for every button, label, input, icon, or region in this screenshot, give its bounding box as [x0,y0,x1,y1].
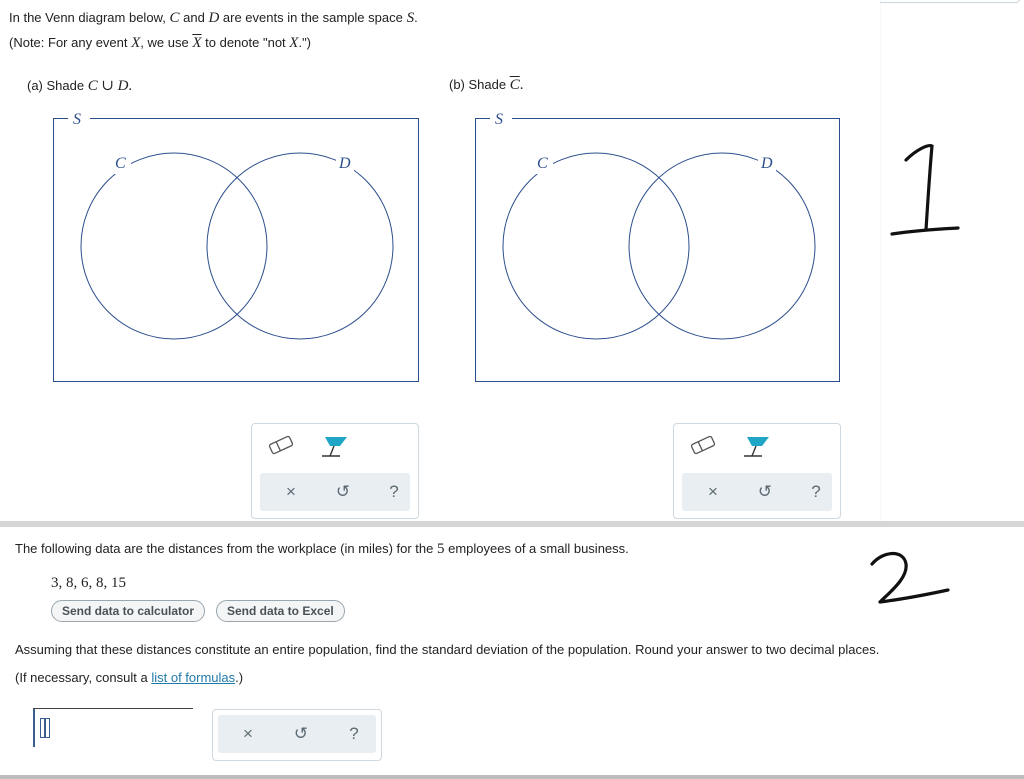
bottom-bar [0,775,1024,779]
venn-b-svg[interactable] [475,108,841,383]
intro-text-2: are events in the sample space [222,10,403,25]
problem-2-intro-text-2: employees of a small business. [448,541,629,556]
eraser-icon[interactable] [688,433,718,457]
undo-button[interactable]: ↺ [293,724,309,743]
event-c: C [169,10,180,26]
fill-bucket-icon[interactable] [742,432,774,460]
event-d: D [208,10,220,26]
intro-end: . [414,10,418,25]
part-b-end: . [519,77,524,93]
problem-2-question: Assuming that these distances constitute an entire population, find the standard deviation of the population. Round your answer to two decimal places. [15,642,880,657]
toolbox-a-actions [260,473,410,511]
eraser-icon[interactable] [266,433,296,457]
venn-b-circle-d[interactable] [629,153,815,339]
problem-divider [0,521,1024,527]
problem-2-intro-text: The following data are the distances from the workplace (in miles) for the [15,541,434,556]
sample-space-s: S [406,10,415,26]
help-button[interactable]: ? [811,482,821,501]
employee-count: 5 [437,541,445,557]
help-button[interactable]: ? [389,482,399,501]
clear-button[interactable]: × [708,482,718,501]
venn-a-d-label: D [339,155,351,172]
part-b-label [449,77,523,94]
part-a-text: (a) Shade [27,78,85,93]
handwritten-number-2 [862,546,957,616]
note-text-3: to denote "not [205,35,286,50]
handwritten-number-1 [888,138,968,243]
text-cursor-icon [40,718,50,738]
venn-a-circle-d[interactable] [207,153,393,339]
part-a-label [27,76,132,95]
toolbox-a [251,423,419,519]
answer-input-top-border [33,708,193,709]
undo-button[interactable]: ↺ [335,482,351,501]
venn-a-svg[interactable] [53,108,419,383]
data-values: 3, 8, 6, 8, 15 [51,575,126,591]
venn-b-d-label: D [761,155,773,172]
part-a-c: C [87,78,98,94]
toolbox-b-actions [682,473,832,511]
part-b-text: (b) Shade [449,77,507,92]
top-tab-edge [878,0,1020,3]
help-button[interactable]: ? [349,724,359,743]
event-x-2: X [289,35,299,51]
event-x: X [131,35,141,51]
part-a-d: D [117,78,129,94]
clear-button[interactable]: × [286,482,296,501]
venn-diagram-a[interactable] [53,108,419,383]
problem-1-note [9,35,311,52]
venn-a-circle-c[interactable] [81,153,267,339]
venn-b-c-label: C [537,155,548,172]
venn-diagram-b[interactable] [475,108,841,383]
part-b-c-bar: $\overline{C}$ [509,77,520,93]
fill-bucket-icon[interactable] [320,432,352,460]
answer-toolbox-actions [218,715,376,753]
problem-2-intro [15,541,629,558]
toolbox-b [673,423,841,519]
problem-1-intro [9,10,418,27]
send-to-excel-button[interactable]: Send data to Excel [216,600,345,622]
venn-b-circle-c[interactable] [503,153,689,339]
venn-b-s-label: S [495,111,503,128]
event-x-bar: $\overline{X}$ [192,35,202,51]
intro-and: and [183,10,205,25]
intro-text: In the Venn diagram below, [9,10,166,25]
venn-a-c-label: C [115,155,126,172]
note-text-2: , we use [140,35,189,50]
send-to-calculator-button[interactable]: Send data to calculator [51,600,205,622]
answer-toolbox [212,709,382,761]
union-symbol: ∪ [101,78,114,94]
clear-button[interactable]: × [243,724,253,743]
venn-a-s-label: S [73,111,81,128]
formulas-end: .) [235,670,244,685]
list-of-formulas-link[interactable]: list of formulas [151,670,236,685]
part-a-end: . [128,78,133,94]
answer-input[interactable] [33,709,35,747]
note-text-4: .") [298,35,312,50]
note-text: (Note: For any event [9,35,128,50]
undo-button[interactable]: ↺ [757,482,773,501]
formulas-text: (If necessary, consult a [15,670,148,685]
formulas-note [15,670,243,685]
